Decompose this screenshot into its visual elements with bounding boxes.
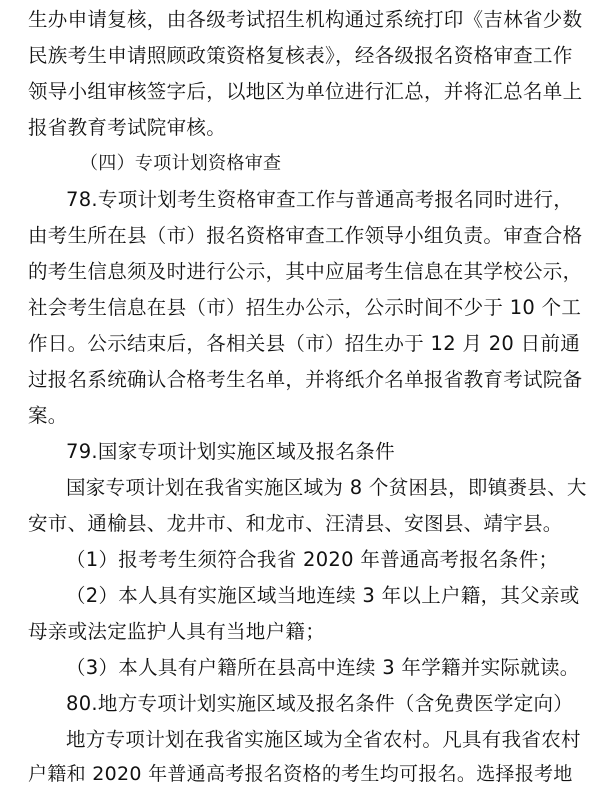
item-heading: 79.国家专项计划实施区域及报名条件	[66, 440, 395, 463]
paragraph-line: 报省教育考试院审核。	[28, 116, 227, 139]
paragraph-line: 生办申请复核，由各级考试招生机构通过系统打印《吉林省少数	[28, 8, 583, 31]
paragraph-line: 户籍和 2020 年普通高考报名资格的考生均可报名。选择报考地	[28, 763, 573, 785]
paragraph-line: 作日。公示结束后，各相关县（市）招生办于 12 月 20 日前通	[28, 332, 581, 355]
paragraph-line: 的考生信息须及时进行公示，其中应届考生信息在其学校公示，	[28, 260, 583, 283]
paragraph-line: 国家专项计划在我省实施区域为 8 个贫困县，即镇赉县、大	[66, 476, 587, 499]
paragraph-line: 安市、通榆县、龙井市、和龙市、汪清县、安图县、靖宇县。	[28, 512, 563, 535]
paragraph-line: 民族考生申请照顾政策资格复核表》，经各级报名资格审查工作	[28, 44, 573, 67]
paragraph-line: 案。	[28, 404, 68, 427]
paragraph-line: 由考生所在县（市）报名资格审查工作领导小组负责。审查合格	[28, 224, 583, 247]
paragraph-line: 领导小组审核签字后，以地区为单位进行汇总，并将汇总名单上	[28, 80, 583, 103]
list-item: （2）本人具有实施区域当地连续 3 年以上户籍，其父亲或	[66, 584, 580, 607]
item-heading: 80.地方专项计划实施区域及报名条件（含免费医学定向）	[66, 692, 574, 715]
paragraph-line: 78.专项计划考生资格审查工作与普通高考报名同时进行，	[66, 188, 574, 211]
section-heading: （四）专项计划资格审查	[80, 153, 282, 174]
paragraph-line: 地方专项计划在我省实施区域为全省农村。凡具有我省农村	[66, 728, 581, 751]
list-item: （3）本人具有户籍所在县高中连续 3 年学籍并实际就读。	[66, 656, 580, 679]
paragraph-line: 母亲或法定监护人具有当地户籍；	[28, 620, 326, 643]
list-item: （1）报考考生须符合我省 2020 年普通高考报名条件；	[66, 548, 559, 571]
paragraph-line: 社会考生信息在县（市）招生办公示，公示时间不少于 10 个工	[28, 296, 582, 319]
paragraph-line: 过报名系统确认合格考生名单，并将纸介名单报省教育考试院备	[28, 368, 583, 391]
